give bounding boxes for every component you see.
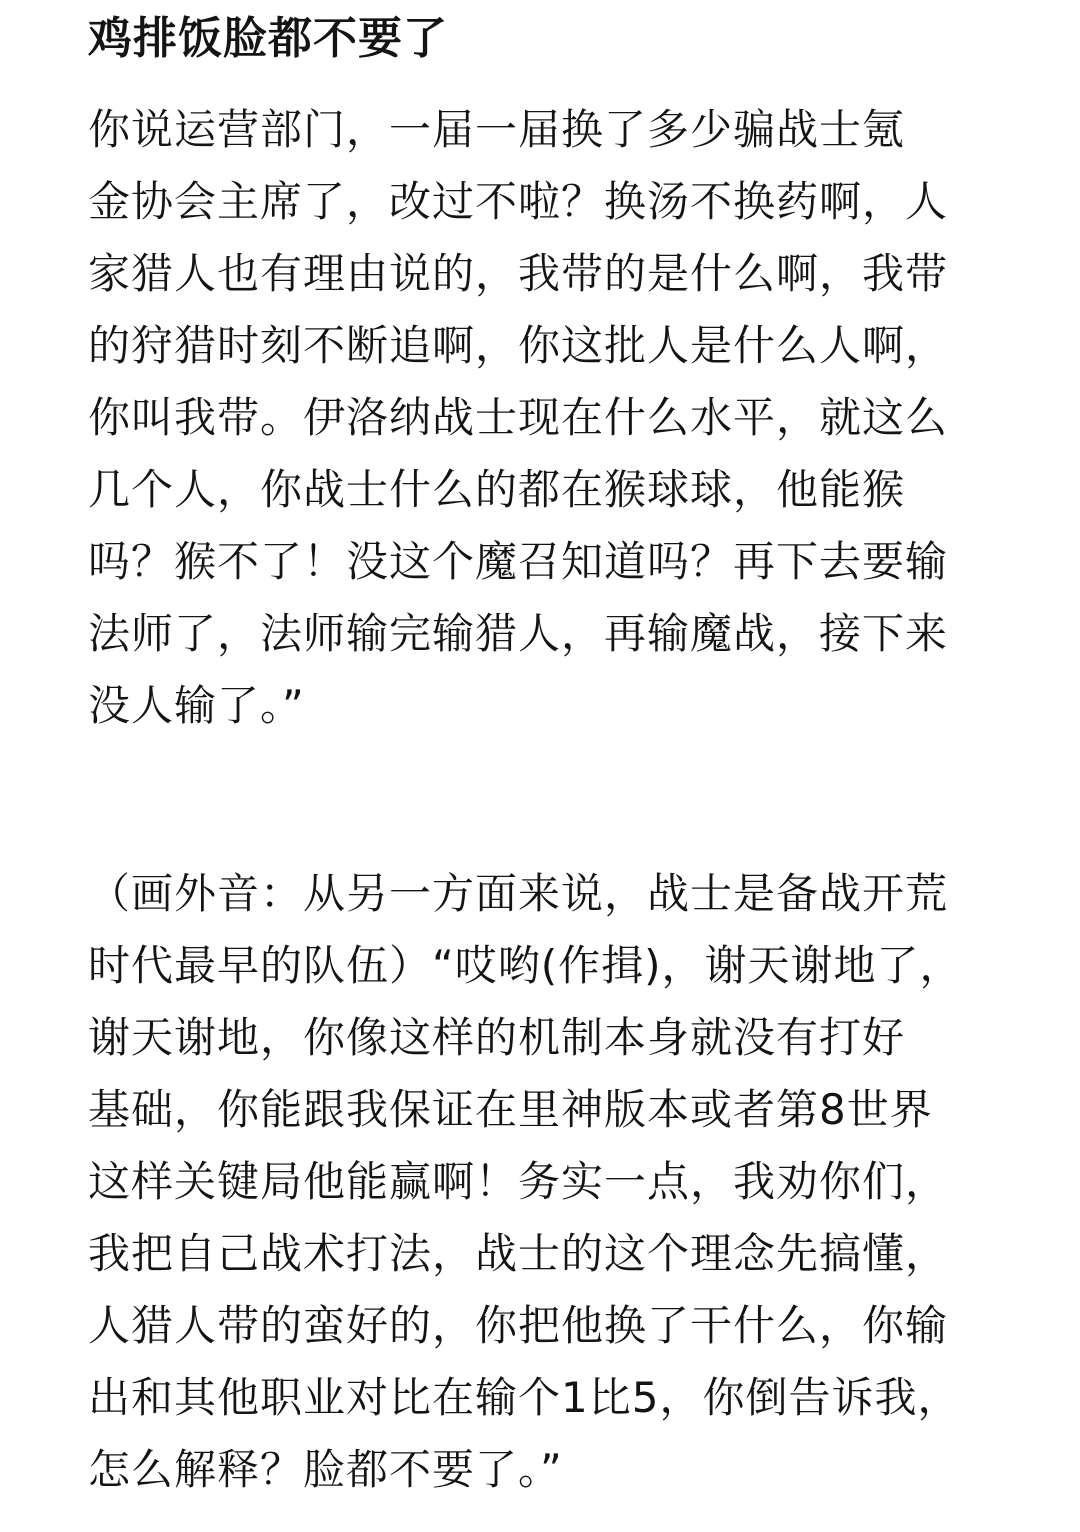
text-line: 人猎人带的蛮好的，你把他换了干什么，你输	[88, 1301, 949, 1350]
text-line: （画外音：从另一方面来说，战士是备战开荒	[88, 869, 949, 918]
paragraph-2	[88, 858, 988, 1506]
text-line: 谢天谢地，你像这样的机制本身就没有打好	[88, 1013, 906, 1062]
paragraph-1	[88, 94, 988, 742]
text-line: 家猎人也有理由说的，我带的是什么啊，我带	[88, 249, 949, 298]
text-line: 几个人，你战士什么的都在猴球球，他能猴	[88, 465, 906, 514]
text-line: 这样关键局他能赢啊！务实一点，我劝你们，	[88, 1157, 949, 1206]
article	[88, 0, 988, 1506]
text-line: 吗？猴不了！没这个魔召知道吗？再下去要输	[88, 537, 949, 586]
paragraph-gap	[88, 742, 988, 858]
text-line: 没人输了。”	[88, 681, 305, 730]
text-line: 金协会主席了，改过不啦？换汤不换药啊，人	[88, 177, 949, 226]
text-line: 时代最早的队伍）“哎哟(作揖)，谢天谢地了，	[88, 941, 963, 990]
text-line: 出和其他职业对比在输个1比5，你倒告诉我，	[88, 1373, 961, 1422]
article-title: 鸡排饭脸都不要了	[88, 13, 448, 64]
text-line: 我把自己战术打法，战士的这个理念先搞懂，	[88, 1229, 949, 1278]
text-line: 你叫我带。伊洛纳战士现在什么水平，就这么	[88, 393, 949, 442]
text-line: 基础，你能跟我保证在里神版本或者第8世界	[88, 1085, 933, 1134]
text-line: 法师了，法师输完输猎人，再输魔战，接下来	[88, 609, 949, 658]
text-line: 怎么解释？脸都不要了。”	[88, 1445, 563, 1494]
text-line: 你说运营部门，一届一届换了多少骗战士氪	[88, 105, 906, 154]
text-line: 的狩猎时刻不断追啊，你这批人是什么人啊，	[88, 321, 949, 370]
